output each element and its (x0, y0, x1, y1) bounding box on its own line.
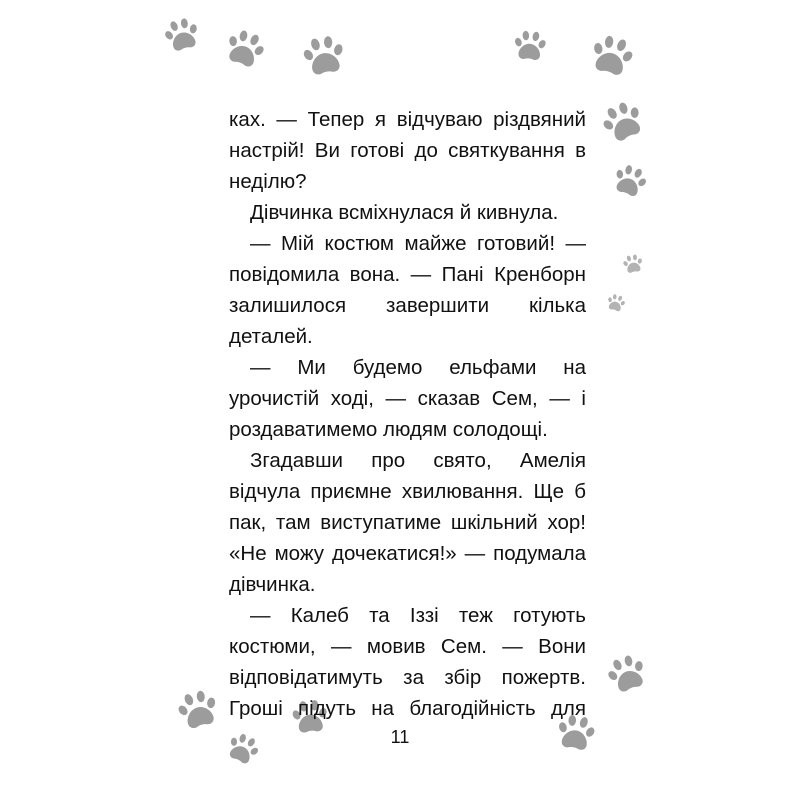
paragraph: ках. — Тепер я відчуваю різдвяний настрій! Ви готові до святкування в неділю? (229, 108, 586, 193)
paragraph: — Калеб та Іззі теж готують костюми, — мовив Сем. — Вони відповідатимуть за збір пожертв. Гроші підуть на благодійність для (229, 604, 586, 720)
paw-print-icon (171, 683, 225, 737)
paw-print-icon (159, 12, 206, 59)
paragraph: — Мій костюм майже готовий! — повідомила вона. — Пані Кренборн залишилося завершити кілька деталей. (229, 232, 586, 348)
paragraph: Згадавши про свято, Амелія відчула приємне хвилювання. Ще б пак, там виступатиме шкільний хор! «Не можу дочекатися!» — подумала дівчинка. (229, 449, 586, 596)
paw-print-icon (510, 26, 549, 65)
paw-print-icon (607, 158, 653, 204)
paragraph: — Ми будемо ельфами на урочистій ході, — сказав Сем, — і роздаватимемо людям солодощі. (229, 356, 586, 441)
paw-print-icon (220, 726, 265, 771)
paw-print-icon (584, 28, 640, 84)
page-number: 11 (390, 727, 410, 747)
paw-print-icon (594, 93, 652, 151)
paw-print-icon (297, 29, 350, 82)
paragraph: Дівчинка всміхнулася й кивнула. (250, 201, 559, 224)
paw-print-icon (620, 251, 645, 276)
paw-print-icon (604, 291, 628, 315)
paw-print-icon (218, 22, 272, 76)
body-text (229, 104, 586, 724)
paw-print-icon (600, 647, 654, 701)
